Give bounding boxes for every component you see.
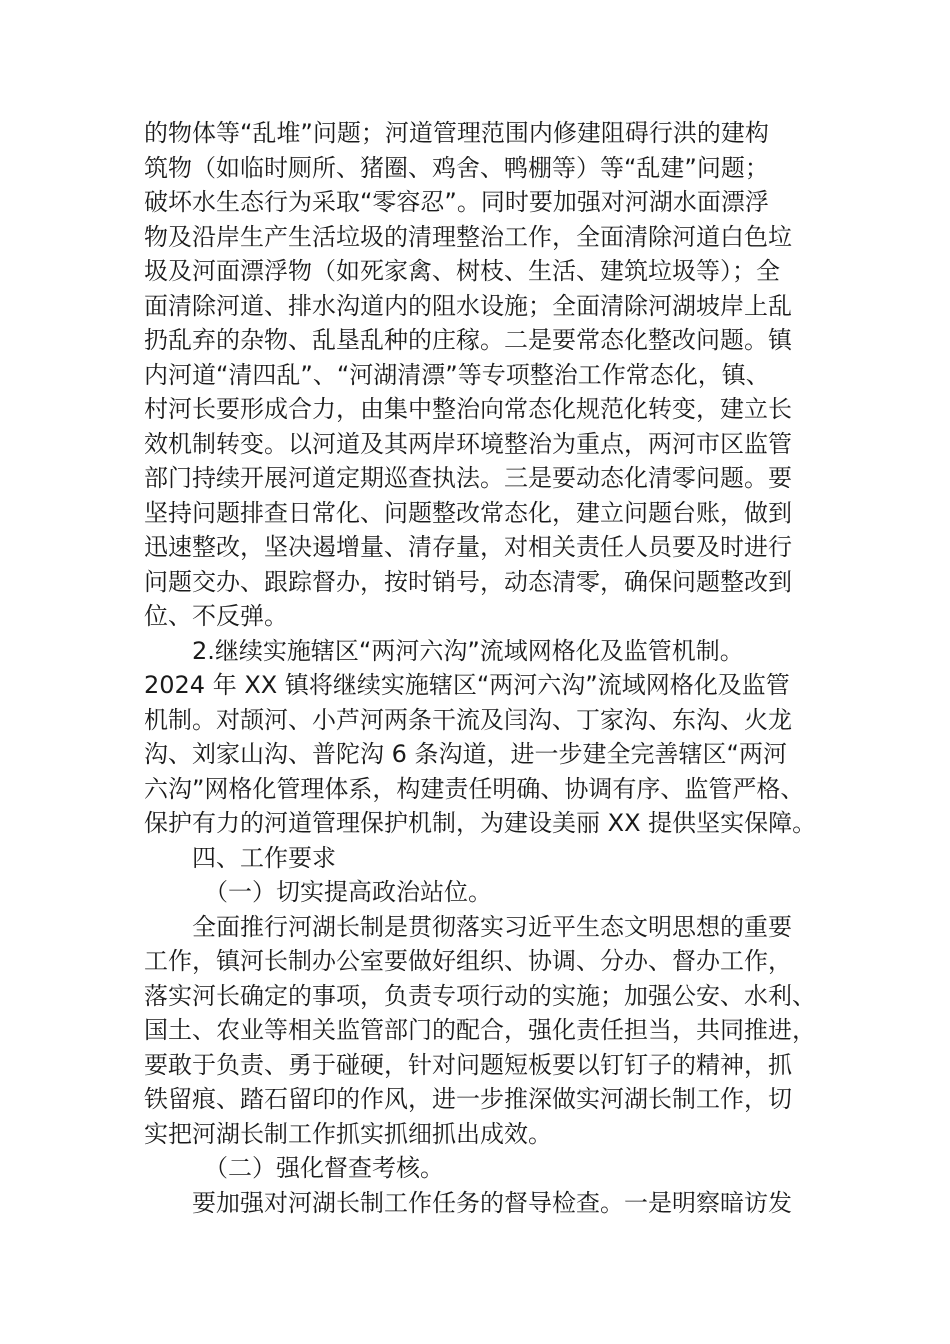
text-line: 四、工作要求 — [192, 843, 336, 872]
text-line: 2.继续实施辖区“两河六沟”流域网格化及监管机制。 — [192, 636, 744, 665]
text-line: 实把河湖长制工作抓实抓细抓出成效。 — [144, 1119, 552, 1148]
text-line: 国土、农业等相关监管部门的配合，强化责任担当，共同推进， — [144, 1016, 816, 1044]
text-line: 村河长要形成合力，由集中整治向常态化规范化转变，建立长 — [144, 395, 792, 423]
text-line: 六沟”网格化管理体系，构建责任明确、协调有序、监管严格、 — [144, 774, 805, 803]
text-line: 机制。对颉河、小芦河两条干流及闫沟、丁家沟、东沟、火龙 — [144, 705, 792, 734]
text-line: 保护有力的河道管理保护机制，为建设美丽 XX 提供坚实保障。 — [144, 809, 817, 837]
text-line: 扔乱弃的杂物、乱垦乱种的庄稼。二是要常态化整改问题。镇 — [144, 326, 792, 354]
text-line: 位、不反弹。 — [144, 602, 288, 630]
text-line: 问题交办、跟踪督办，按时销号，动态清零，确保问题整改到 — [144, 567, 792, 596]
text-line: 铁留痕、踏石留印的作风，进一步推深做实河湖长制工作，切 — [144, 1085, 792, 1113]
text-line: 工作，镇河长制办公室要做好组织、协调、分办、督办工作， — [144, 947, 792, 975]
text-line: 破坏水生态行为采取“零容忍”。同时要加强对河湖水面漂浮 — [144, 188, 769, 216]
text-line: 迅速整改，坚决遏增量、清存量，对相关责任人员要及时进行 — [144, 533, 792, 561]
text-line: 要加强对河湖长制工作任务的督导检查。一是明察暗访发 — [192, 1188, 792, 1217]
text-line: 面清除河道、排水沟道内的阻水设施；全面清除河湖坡岸上乱 — [144, 291, 792, 320]
text-line: 落实河长确定的事项，负责专项行动的实施；加强公安、水利、 — [144, 981, 816, 1010]
document-body — [144, 116, 817, 1220]
text-line: 筑物（如临时厕所、猪圈、鸡舍、鸭棚等）等“乱建”问题； — [144, 153, 769, 182]
text-line: 的物体等“乱堆”问题；河道管理范围内修建阻碍行洪的建构 — [144, 119, 769, 147]
text-line: 全面推行河湖长制是贯彻落实习近平生态文明思想的重要 — [192, 912, 792, 941]
text-line: 沟、刘家山沟、普陀沟 6 条沟道，进一步建全完善辖区“两河 — [144, 740, 787, 768]
text-line: （二）强化督查考核。 — [204, 1154, 444, 1182]
text-line: 圾及河面漂浮物（如死家禽、树枝、生活、建筑垃圾等）；全 — [144, 257, 780, 285]
text-line: （一）切实提高政治站位。 — [204, 878, 492, 906]
text-line: 坚持问题排查日常化、问题整改常态化，建立问题台账，做到 — [144, 498, 792, 527]
text-line: 内河道“清四乱”、“河湖清漂”等专项整治工作常态化，镇、 — [144, 360, 770, 389]
text-line: 要敢于负责、勇于碰硬，针对问题短板要以钉钉子的精神，抓 — [144, 1050, 792, 1079]
text-line: 2024 年 XX 镇将继续实施辖区“两河六沟”流域网格化及监管 — [144, 671, 790, 699]
text-line: 部门持续开展河道定期巡查执法。三是要动态化清零问题。要 — [144, 464, 792, 492]
text-line: 物及沿岸生产生活垃圾的清理整治工作，全面清除河道白色垃 — [144, 222, 792, 251]
text-line: 效机制转变。以河道及其两岸环境整治为重点，两河市区监管 — [144, 429, 792, 458]
